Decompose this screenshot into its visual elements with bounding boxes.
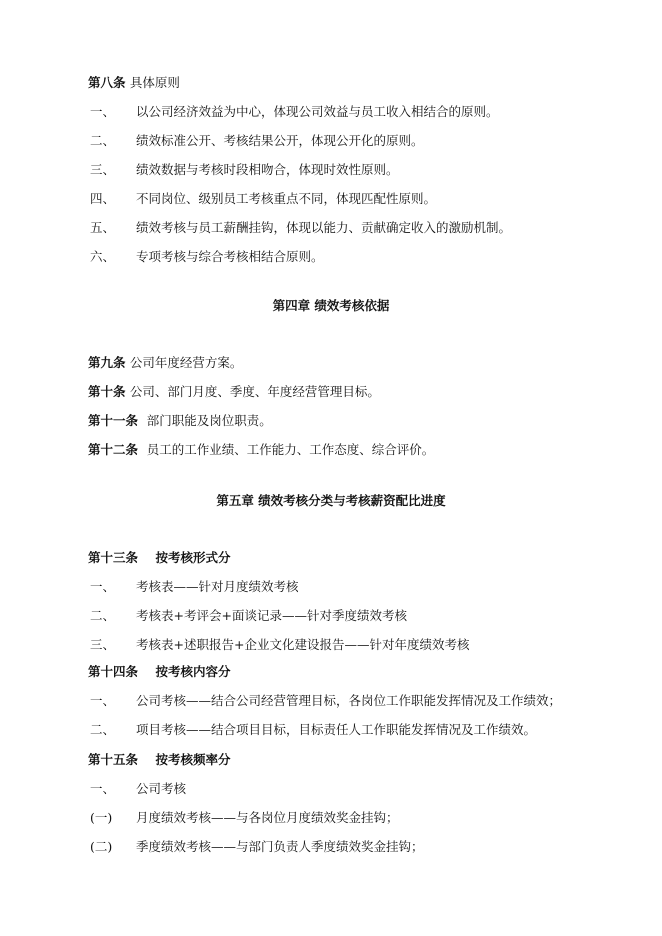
article-8-item-6: [90, 249, 324, 265]
article-15-title: 按考核频率分: [155, 752, 231, 767]
item-text: 不同岗位、级别员工考核重点不同，体现匹配性原则。: [136, 191, 437, 206]
item-number: 二、: [90, 608, 116, 623]
article-12-label: 第十二条: [88, 442, 139, 457]
article-10: [88, 384, 380, 400]
article-8-item-1: [90, 104, 499, 120]
article-10-label: 第十条: [88, 384, 126, 399]
item-text: 月度绩效考核——与各岗位月度绩效奖金挂钩；: [136, 810, 399, 825]
article-8-item-4: [90, 191, 436, 207]
article-8-title: 具体原则: [129, 75, 180, 90]
chapter-5-title: 第五章 绩效考核分类与考核薪资配比进度: [216, 493, 446, 508]
article-13-title: 按考核形式分: [155, 550, 231, 565]
article-15-item-3: [90, 839, 424, 855]
item-number: 三、: [90, 637, 116, 652]
article-14-item-2: [90, 722, 536, 738]
item-text: 公司考核: [136, 781, 187, 796]
item-text: 项目考核——结合项目目标，目标责任人工作职能发挥情况及工作绩效。: [136, 722, 537, 737]
article-11: [88, 413, 272, 429]
article-14-title: 按考核内容分: [155, 664, 231, 679]
article-15-item-1: [90, 781, 186, 797]
article-11-label: 第十一条: [88, 413, 139, 428]
article-14-item-1: [90, 693, 561, 709]
item-text: 专项考核与综合考核相结合原则。: [136, 249, 324, 264]
article-8-heading: [88, 75, 180, 91]
item-text: 以公司经济效益为中心，体现公司效益与员工收入相结合的原则。: [136, 104, 499, 119]
item-number: 二、: [90, 722, 116, 737]
article-13-item-3: [90, 637, 469, 653]
item-text: 绩效标准公开、考核结果公开，体现公开化的原则。: [136, 133, 424, 148]
item-number: 一、: [90, 104, 116, 119]
article-8-item-5: [90, 220, 511, 236]
item-number: (一): [90, 810, 113, 825]
item-number: 三、: [90, 162, 116, 177]
item-text: 绩效考核与员工薪酬挂钩，体现以能力、贡献确定收入的激励机制。: [136, 220, 512, 235]
item-number: 六、: [90, 249, 116, 264]
article-15-item-2: [90, 810, 399, 826]
article-8-item-2: [90, 133, 424, 149]
article-8-label: 第八条: [88, 75, 126, 90]
item-number: 一、: [90, 781, 116, 796]
article-13-heading: [88, 550, 230, 566]
article-13-item-2: [90, 608, 407, 624]
article-15-heading: [88, 752, 230, 768]
article-8-item-3: [90, 162, 399, 178]
item-text: 考核表+述职报告+企业文化建设报告——针对年度绩效考核: [136, 637, 470, 652]
article-9-label: 第九条: [88, 355, 126, 370]
article-15-label: 第十五条: [88, 752, 139, 767]
item-text: 考核表——针对月度绩效考核: [136, 579, 299, 594]
item-number: 五、: [90, 220, 116, 235]
article-11-text: 部门职能及岗位职责。: [146, 413, 272, 428]
article-14-label: 第十四条: [88, 664, 139, 679]
item-number: 一、: [90, 693, 116, 708]
article-10-text: 公司、部门月度、季度、年度经营管理目标。: [129, 384, 380, 399]
item-number: 一、: [90, 579, 116, 594]
item-number: (二): [90, 839, 113, 854]
item-text: 考核表+考评会+面谈记录——针对季度绩效考核: [136, 608, 407, 623]
article-9-text: 公司年度经营方案。: [129, 355, 243, 370]
article-14-heading: [88, 664, 230, 680]
item-number: 四、: [90, 191, 116, 206]
article-13-item-1: [90, 579, 299, 595]
article-13-label: 第十三条: [88, 550, 139, 565]
chapter-4-title: 第四章 绩效考核依据: [272, 298, 390, 313]
article-12-text: 员工的工作业绩、工作能力、工作态度、综合评价。: [146, 442, 435, 457]
item-text: 公司考核——结合公司经营管理目标，各岗位工作职能发挥情况及工作绩效；: [136, 693, 562, 708]
item-text: 季度绩效考核——与部门负责人季度绩效奖金挂钩；: [136, 839, 424, 854]
item-text: 绩效数据与考核时段相吻合，体现时效性原则。: [136, 162, 399, 177]
item-number: 二、: [90, 133, 116, 148]
article-9: [88, 355, 242, 371]
article-12: [88, 442, 434, 458]
